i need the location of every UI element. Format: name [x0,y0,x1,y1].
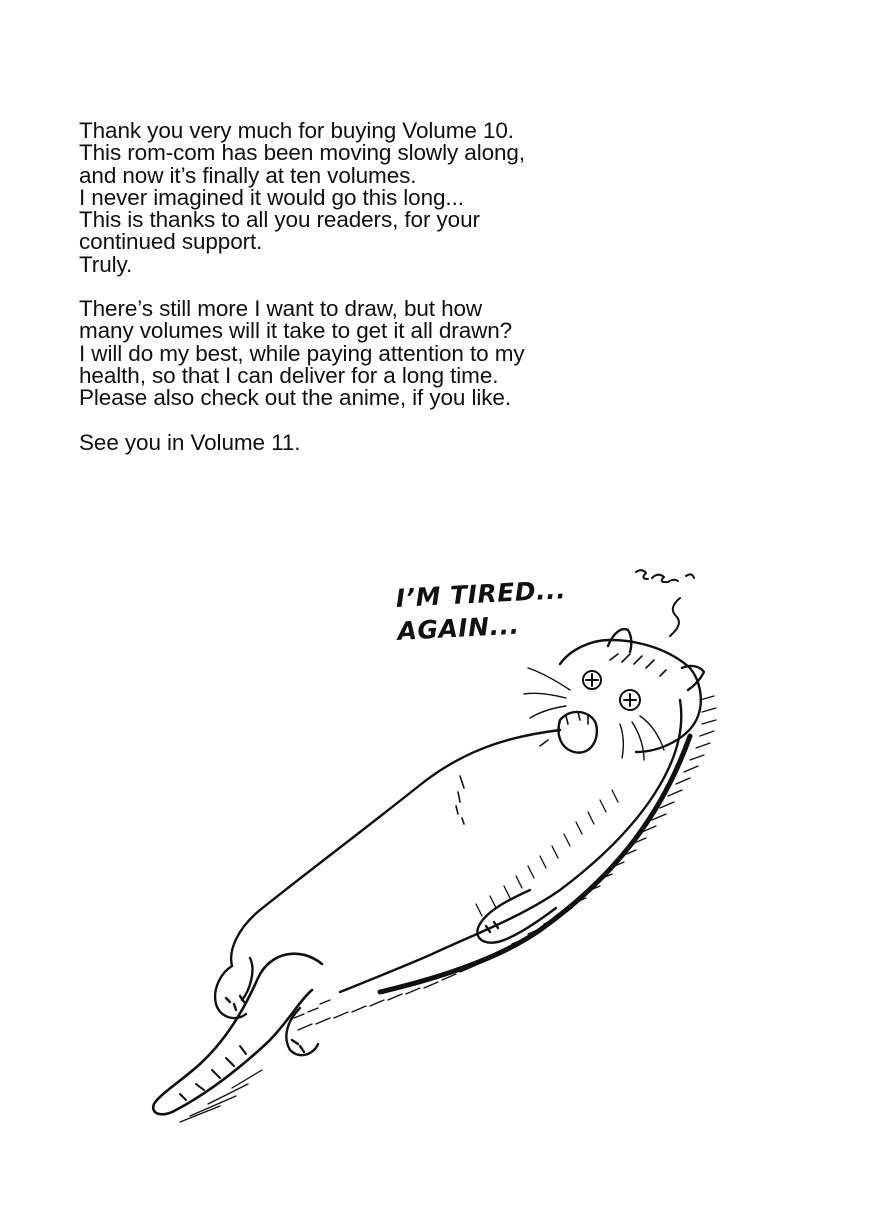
text-line: many volumes will it take to get it all drawn? [79,318,513,344]
cat-tail [153,954,322,1115]
cat-body [215,700,681,1055]
text-line: There’s still more I want to draw, but how [79,296,483,322]
text-line: This is thanks to all you readers, for your [79,207,480,233]
afterword-text [79,120,599,476]
text-line: Please also check out the anime, if you like. [79,385,511,411]
text-line: I will do my best, while paying attention to my [79,340,525,366]
tired-cat-illustration [0,520,869,1221]
text-line: This rom-com has been moving slowly along, [79,140,525,166]
speech-line: I’M TIRED... [395,575,567,613]
text-line: health, so that I can deliver for a long time. [79,362,499,388]
afterword-paragraph-3 [79,429,599,455]
afterword-paragraph-1 [79,120,599,276]
afterword-paragraph-2 [79,298,599,409]
text-line: Truly. [79,251,133,277]
speech-line: AGAIN... [396,610,521,646]
text-line: I never imagined it would go this long... [79,184,464,210]
text-line: continued support. [79,229,263,255]
text-line: and now it’s finally at ten volumes. [79,162,417,188]
text-line: Thank you very much for buying Volume 10. [79,118,514,143]
dizzy-eyes-icon [583,671,640,710]
text-line: See you in Volume 11. [79,429,301,455]
whiskers [524,668,664,760]
sigh-squiggle-icon [636,570,694,636]
body-shadow [380,736,690,992]
